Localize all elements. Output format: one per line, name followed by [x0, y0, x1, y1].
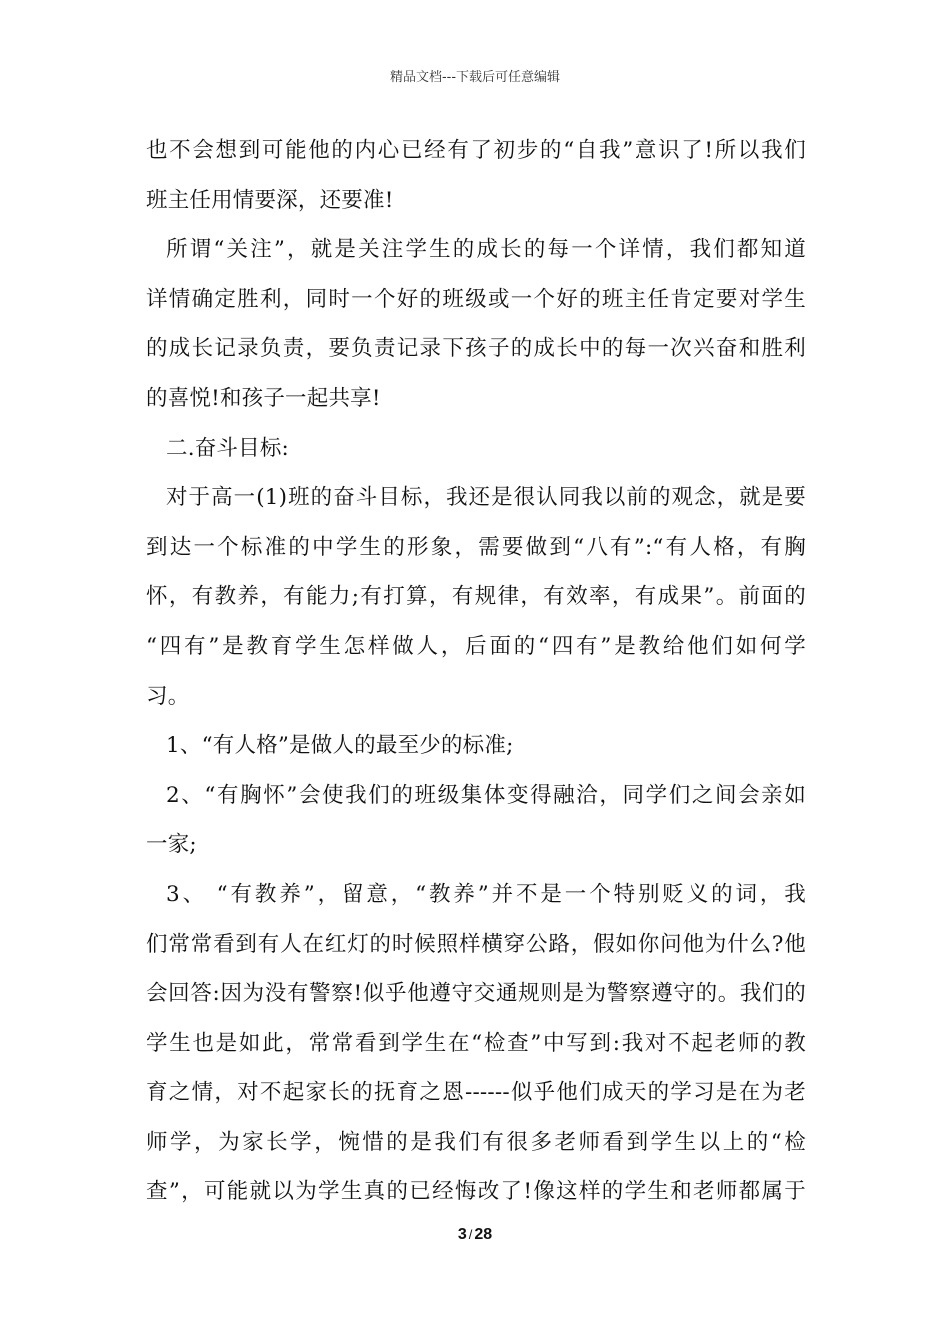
text-line: 的喜悦!和孩子一起共享!	[146, 385, 381, 411]
text-line: 详情确定胜利，同时一个好的班级或一个好的班主任肯定要对学生	[146, 286, 806, 312]
text-line: 习。	[146, 683, 190, 709]
body-text	[146, 126, 806, 1217]
section-heading: 二.奋斗目标:	[166, 435, 289, 461]
text-line: 查”，可能就以为学生真的已经悔改了!像这样的学生和老师都属于	[146, 1179, 806, 1205]
text-line: 育之情，对不起家长的抚育之恩------似乎他们成天的学习是在为老	[146, 1080, 806, 1106]
text-line: 学生也是如此，常常看到学生在“检查”中写到:我对不起老师的教	[146, 1030, 806, 1056]
text-line: 所谓“关注”，就是关注学生的成长的每一个详情，我们都知道	[166, 237, 806, 263]
current-page: 3	[457, 1226, 467, 1243]
text-line: 对于高一(1)班的奋斗目标，我还是很认同我以前的观念，就是要	[166, 485, 806, 511]
text-line: 怀，有教养，有能力;有打算，有规律，有效率，有成果”。前面的	[146, 584, 806, 610]
list-item: 2、“有胸怀”会使我们的班级集体变得融洽，同学们之间会亲如	[166, 782, 806, 808]
text-line: 一家;	[146, 832, 197, 858]
total-pages: 28	[474, 1226, 493, 1243]
text-line: 们常常看到有人在红灯的时候照样横穿公路，假如你问他为什么?他	[146, 931, 806, 957]
page-number	[0, 1226, 950, 1244]
page-separator: /	[468, 1227, 473, 1242]
text-line: “四有”是教育学生怎样做人，后面的“四有”是教给他们如何学	[146, 633, 806, 659]
text-line: 会回答:因为没有警察!似乎他遵守交通规则是为警察遵守的。我们的	[146, 981, 806, 1007]
text-line: 班主任用情要深，还要准!	[146, 187, 394, 213]
text-line: 也不会想到可能他的内心已经有了初步的“自我”意识了!所以我们	[146, 138, 806, 163]
list-item: 1、“有人格”是做人的最至少的标准;	[166, 733, 514, 759]
page-header: 精品文档---下载后可任意编辑	[389, 70, 561, 85]
text-line: 到达一个标准的中学生的形象，需要做到“八有”:“有人格，有胸	[146, 534, 806, 560]
list-item: 3、 “有教养”，留意，“教养”并不是一个特别贬义的词，我	[166, 881, 806, 907]
text-line: 师学，为家长学，惋惜的是我们有很多老师看到学生以上的“检	[146, 1129, 806, 1155]
text-line: 的成长记录负责，要负责记录下孩子的成长中的每一次兴奋和胜利	[146, 336, 806, 362]
